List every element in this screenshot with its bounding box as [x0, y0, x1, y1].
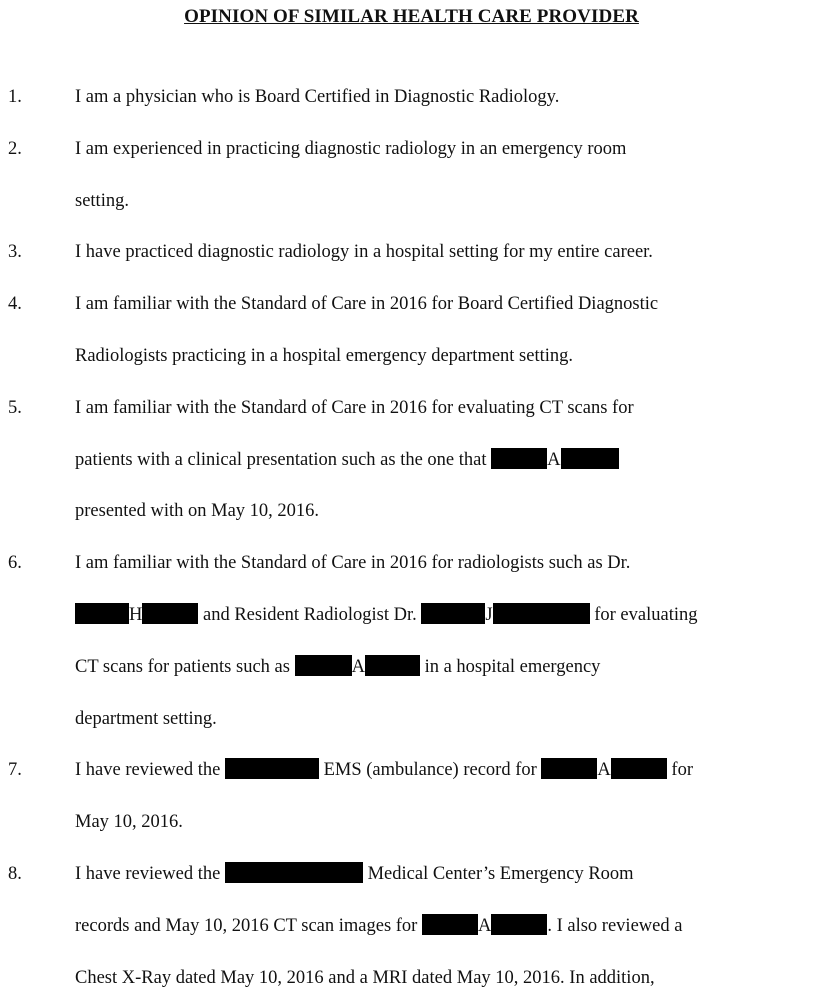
text-segment: Medical Center’s Emergency Room — [362, 863, 634, 884]
redacted-initial: A — [351, 656, 365, 677]
redaction-bar — [493, 603, 590, 624]
numbered-statements — [0, 72, 823, 1004]
statement-7 — [0, 745, 823, 849]
redaction-bar — [421, 603, 485, 624]
statement-text-line: I am familiar with the Standard of Care in 2016 for Board Certified Diagnostic — [75, 294, 659, 315]
text-segment: I have reviewed the — [75, 863, 225, 884]
text-segment: records and May 10, 2016 CT scan images for — [75, 915, 422, 936]
statement-4 — [0, 279, 823, 383]
statement-3 — [0, 227, 823, 279]
statement-text-line: setting. — [75, 190, 129, 211]
redacted-initial: A — [597, 760, 611, 781]
redaction-bar — [561, 448, 619, 469]
statement-number: 3. — [8, 242, 22, 263]
text-segment: for evaluating — [589, 604, 698, 625]
text-segment: for — [666, 760, 693, 781]
redaction-bar — [75, 603, 129, 624]
text-segment: I have reviewed the — [75, 760, 225, 781]
redaction-bar — [225, 862, 363, 883]
statement-number: 2. — [8, 138, 22, 159]
redaction-bar — [365, 655, 420, 676]
document-title: OPINION OF SIMILAR HEALTH CARE PROVIDER — [184, 6, 639, 27]
redaction-bar — [541, 758, 597, 779]
statement-text-line — [75, 435, 823, 487]
text-segment: patients with a clinical presentation such as the one that — [75, 449, 492, 470]
statement-text-line — [75, 901, 823, 953]
statement-1 — [0, 72, 823, 124]
statement-text-line — [75, 745, 823, 797]
statement-text-line — [75, 642, 823, 694]
text-segment: CT scans for patients such as — [75, 656, 295, 677]
statement-text-line — [75, 590, 823, 642]
statement-2 — [0, 124, 823, 228]
redacted-initial: A — [477, 915, 492, 936]
statement-text-line: I am familiar with the Standard of Care in 2016 for radiologists such as Dr. — [75, 553, 631, 574]
statement-text: I am a physician who is Board Certified in Diagnostic Radiology. — [75, 87, 560, 107]
statement-8 — [0, 849, 823, 1004]
redaction-bar — [491, 448, 547, 469]
statement-number: 5. — [8, 397, 22, 418]
statement-text-line: I am experienced in practicing diagnostic radiology in an emergency room — [75, 138, 627, 159]
statement-text-line: I am familiar with the Standard of Care in 2016 for evaluating CT scans for — [75, 397, 634, 418]
text-segment: in a hospital emergency — [419, 656, 601, 677]
text-segment: . I also reviewed a — [547, 915, 683, 936]
redaction-bar — [225, 758, 319, 779]
statement-number: 8. — [8, 863, 22, 884]
statement-text-line — [75, 849, 823, 901]
statement-number: 7. — [8, 760, 22, 781]
text-segment: and Resident Radiologist Dr. — [198, 604, 422, 625]
redaction-bar — [491, 914, 547, 935]
redacted-initial: H — [129, 604, 143, 625]
statement-text-line: presented with on May 10, 2016. — [75, 501, 320, 522]
redaction-bar — [295, 655, 352, 676]
redacted-initial: A — [547, 449, 561, 470]
redaction-bar — [611, 758, 667, 779]
statement-text-line: department setting. — [75, 708, 217, 729]
redaction-bar — [142, 603, 198, 624]
text-segment: EMS (ambulance) record for — [318, 760, 542, 781]
statement-text-line: May 10, 2016. — [75, 812, 183, 833]
statement-text-line: Chest X-Ray dated May 10, 2016 and a MRI dated May 10, 2016. In addition, — [75, 967, 655, 988]
redaction-bar — [422, 914, 478, 935]
statement-text-line: Radiologists practicing in a hospital emergency department setting. — [75, 345, 574, 366]
statement-number: 4. — [8, 294, 22, 315]
statement-6 — [0, 538, 823, 745]
statement-number: 6. — [8, 553, 22, 574]
statement-text: I have practiced diagnostic radiology in a hospital setting for my entire career. — [75, 242, 653, 263]
redacted-initial: J — [485, 604, 493, 625]
statement-number: 1. — [8, 87, 22, 107]
statement-5 — [0, 383, 823, 538]
